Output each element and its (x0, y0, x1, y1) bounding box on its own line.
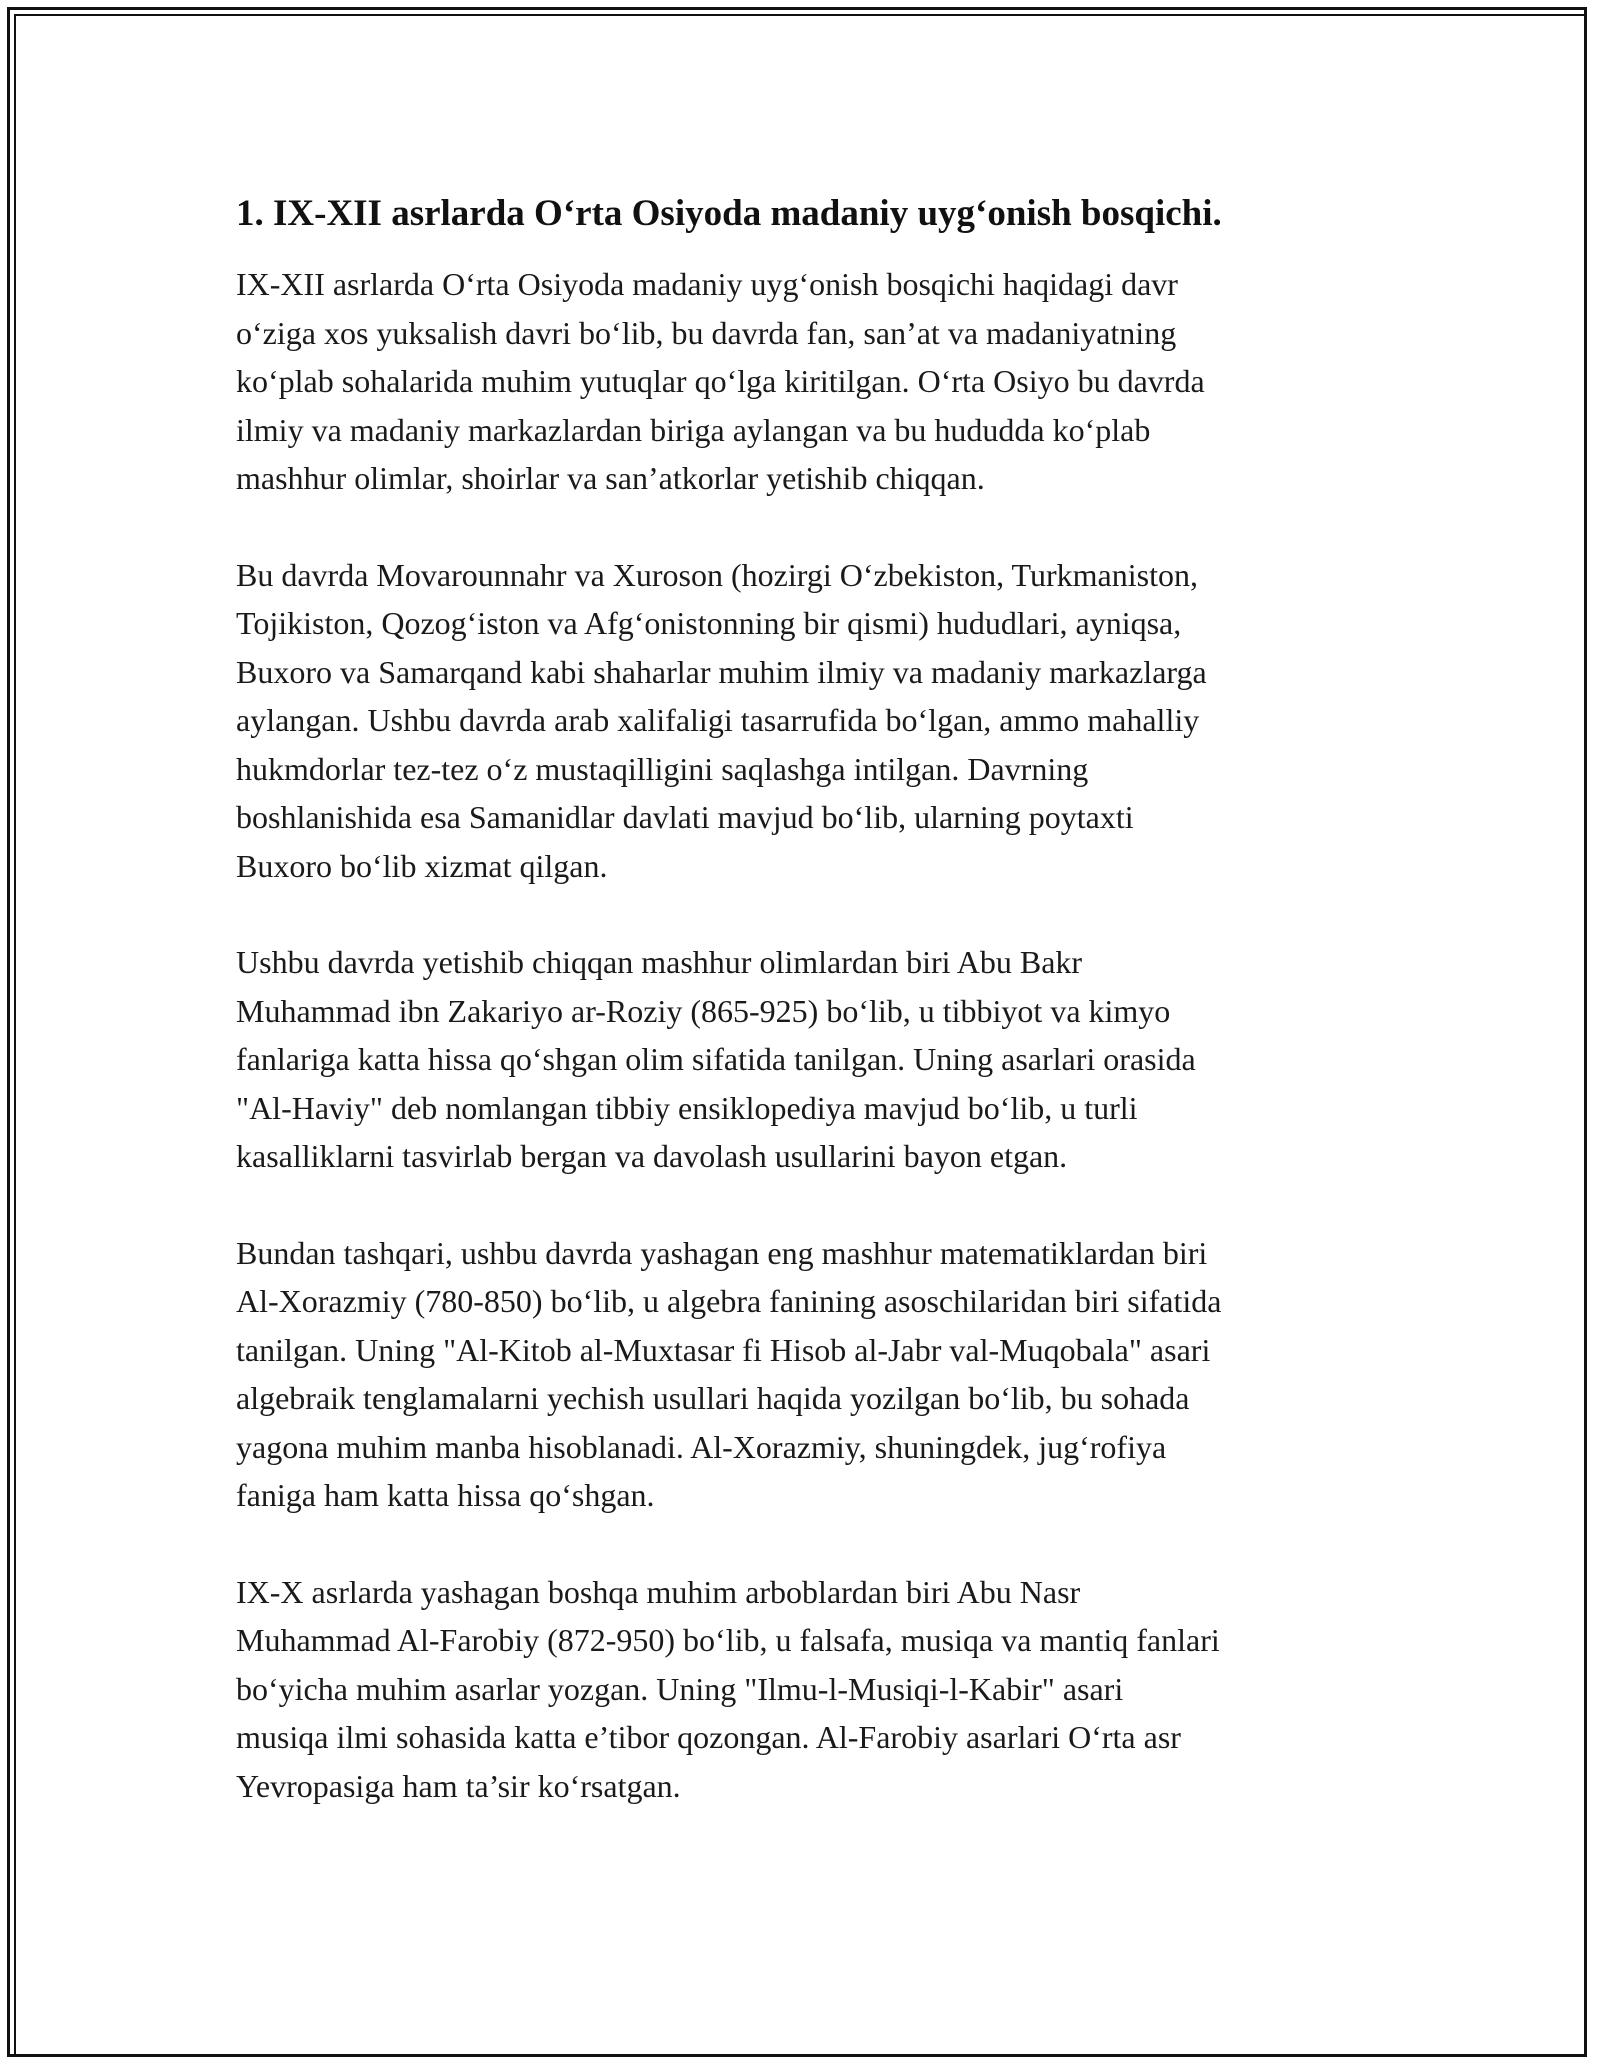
text-line: o‘ziga xos yuksalish davri bo‘lib, bu davrda fan, san’at va madaniyatning (236, 314, 1177, 351)
text-line: Ushbu davrda yetishib chiqqan mashhur olimlardan biri Abu Bakr (236, 944, 1083, 980)
text-line: ilmiy va madaniy markazlardan biriga aylangan va bu hududda ko‘plab (236, 411, 1151, 448)
text-line: musiqa ilmi sohasida katta e’tibor qozongan. Al-Farobiy asarlari O‘rta asr (236, 1719, 1181, 1755)
text-line: aylangan. Ushbu davrda arab xalifaligi tasarrufida bo‘lgan, ammo mahalliy (236, 702, 1200, 738)
document-body (236, 188, 1376, 1858)
text-line: yagona muhim manba hisoblanadi. Al-Xorazmiy, shuningdek, jug‘rofiya (236, 1428, 1167, 1465)
text-line: fanlariga katta hissa qo‘shgan olim sifatida tanilgan. Uning asarlari orasida (236, 1041, 1196, 1077)
text-line: IX-X asrlarda yashagan boshqa muhim arboblardan biri Abu Nasr (236, 1573, 1081, 1610)
text-line: tanilgan. Uning "Al-Kitob al-Muxtasar fi Hisob al-Jabr val-Muqobala" asari (236, 1331, 1211, 1368)
paragraph-regions (236, 551, 1376, 891)
text-line: Muhammad ibn Zakariyo ar-Roziy (865-925) bo‘lib, u tibbiyot va kimyo (236, 992, 1171, 1029)
text-line: boshlanishida esa Samanidlar davlati mavjud bo‘lib, ularning poytaxti (236, 799, 1134, 835)
text-line: Buxoro bo‘lib xizmat qilgan. (236, 847, 608, 884)
text-line: Yevropasiga ham ta’sir ko‘rsatgan. (236, 1767, 681, 1804)
text-line: Bu davrda Movarounnahr va Xuroson (hozirgi O‘zbekiston, Turkmaniston, (236, 556, 1198, 593)
paragraph-al-xorazmiy (236, 1229, 1376, 1520)
text-line: mashhur olimlar, shoirlar va san’atkorlar yetishib chiqqan. (236, 460, 985, 496)
paragraph-intro (236, 260, 1376, 503)
text-line: IX-XII asrlarda O‘rta Osiyoda madaniy uyg‘onish bosqichi haqidagi davr (236, 266, 1178, 302)
text-line: Buxoro va Samarqand kabi shaharlar muhim ilmiy va madaniy markazlarga (236, 653, 1207, 690)
section-title: 1. IX-XII asrlarda O‘rta Osiyoda madaniy uyg‘onish bosqichi. (236, 193, 1222, 234)
text-line: Muhammad Al-Farobiy (872-950) bo‘lib, u falsafa, musiqa va mantiq fanlari (236, 1622, 1220, 1658)
text-line: faniga ham katta hissa qo‘shgan. (236, 1477, 655, 1513)
text-line: hukmdorlar tez-tez o‘z mustaqilligini saqlashga intilgan. Davrning (236, 750, 1089, 787)
text-line: ko‘plab sohalarida muhim yutuqlar qo‘lga kiritilgan. O‘rta Osiyo bu davrda (236, 363, 1205, 399)
text-line: algebraik tenglamalarni yechish usullari haqida yozilgan bo‘lib, bu sohada (236, 1380, 1190, 1416)
text-line: Bundan tashqari, ushbu davrda yashagan eng mashhur matematiklardan biri (236, 1234, 1208, 1271)
text-line: "Al-Haviy" deb nomlangan tibbiy ensiklopediya mavjud bo‘lib, u turli (236, 1089, 1138, 1126)
text-line: Tojikiston, Qozog‘iston va Afg‘onistonning bir qismi) hududlari, ayniqsa, (236, 605, 1182, 641)
paragraph-ar-roziy (236, 938, 1376, 1181)
text-line: kasalliklarni tasvirlab bergan va davolash usullarini bayon etgan. (236, 1138, 1068, 1174)
text-line: bo‘yicha muhim asarlar yozgan. Uning "Ilmu-l-Musiqi-l-Kabir" asari (236, 1670, 1124, 1707)
text-line: Al-Xorazmiy (780-850) bo‘lib, u algebra fanining asoschilaridan biri sifatida (236, 1283, 1222, 1319)
paragraph-al-farobiy (236, 1568, 1376, 1811)
